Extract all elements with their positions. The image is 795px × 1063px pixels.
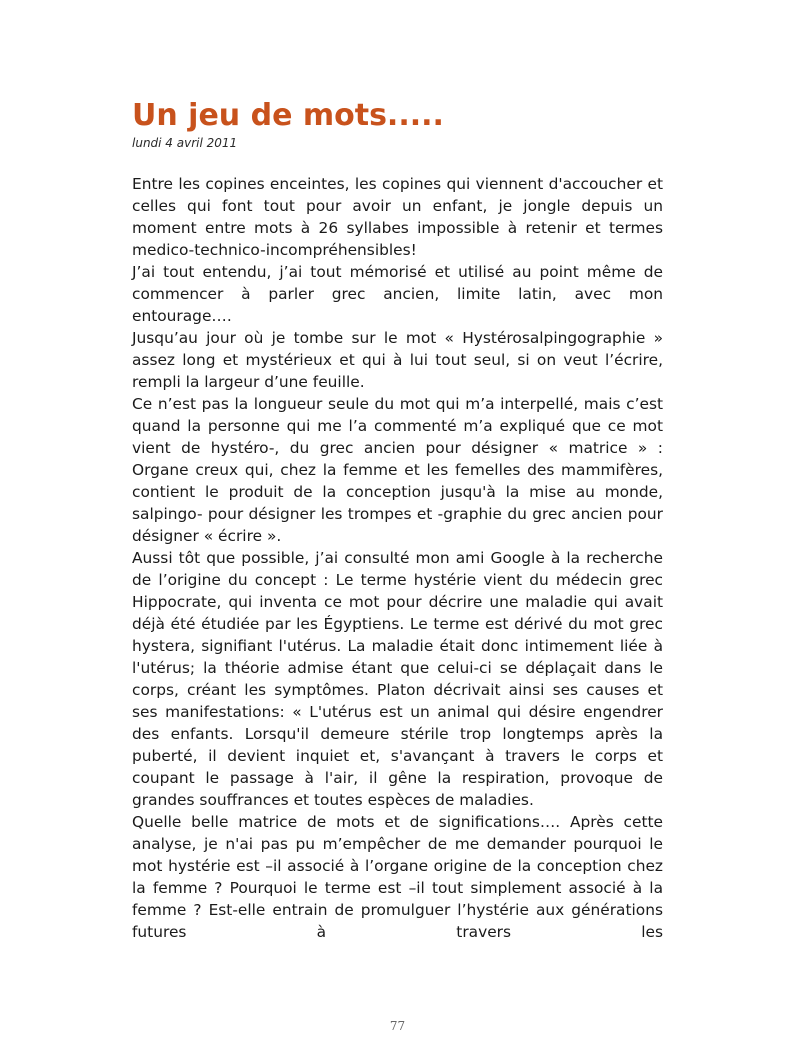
- paragraph: Entre les copines enceintes, les copines qui viennent d'accoucher et celles qui font tout pour avoir un enfant, je jongle depuis un moment entre mots à 26 syllabes impossible à retenir et termes medico-technico-incompréhensibles!: [132, 175, 663, 259]
- paragraph: J’ai tout entendu, j’ai tout mémorisé et utilisé au point même de commencer à parler grec ancien, limite latin, avec mon entourage….: [132, 263, 663, 325]
- paragraph: Ce n’est pas la longueur seule du mot qui m’a interpellé, mais c’est quand la personne qui me l’a commenté m’a expliqué que ce mot vient de hystéro-, du grec ancien pour désigner « matrice » : Organe creux qui, chez la femme et les femelles des mammifères, contient le produit de la conception jusqu'à la mise au monde, salpingo- pour désigner les trompes et -graphie du grec ancien pour désigner « écrire ».: [132, 395, 663, 545]
- post-body: [132, 173, 663, 943]
- post-title: Un jeu de mots.....: [132, 98, 444, 133]
- paragraph: Quelle belle matrice de mots et de significations…. Après cette analyse, je n'ai pas pu m’empêcher de me demander pourquoi le mot hystérie est –il associé à l’organe origine de la conception chez la femme ? Pourquoi le terme est –il tout simplement associé à la femme ? Est-elle entrain de promulguer l’hystérie aux générations futures à travers les: [132, 813, 663, 941]
- post-date: lundi 4 avril 2011: [132, 136, 238, 150]
- paragraph: Jusqu’au jour où je tombe sur le mot « Hystérosalpingographie » assez long et mystérieux et qui à lui tout seul, si on veut l’écrire, rempli la largeur d’une feuille.: [132, 329, 663, 391]
- page-number: 77: [389, 1019, 406, 1033]
- paragraph: Aussi tôt que possible, j’ai consulté mon ami Google à la recherche de l’origine du concept : Le terme hystérie vient du médecin grec Hippocrate, qui inventa ce mot pour décrire une maladie qui avait déjà été étudiée par les Égyptiens. Le terme est dérivé du mot grec hystera, signifiant l'utérus. La maladie était donc intimement liée à l'utérus; la théorie admise étant que celui-ci se déplaçait dans le corps, créant les symptômes. Platon décrivait ainsi ses causes et ses manifestations: « L'utérus est un animal qui désire engendrer des enfants. Lorsqu'il demeure stérile trop longtemps après la puberté, il devient inquiet et, s'avançant à travers le corps et coupant le passage à l'air, il gêne la respiration, provoque de grandes souffrances et toutes espèces de maladies.: [132, 549, 663, 809]
